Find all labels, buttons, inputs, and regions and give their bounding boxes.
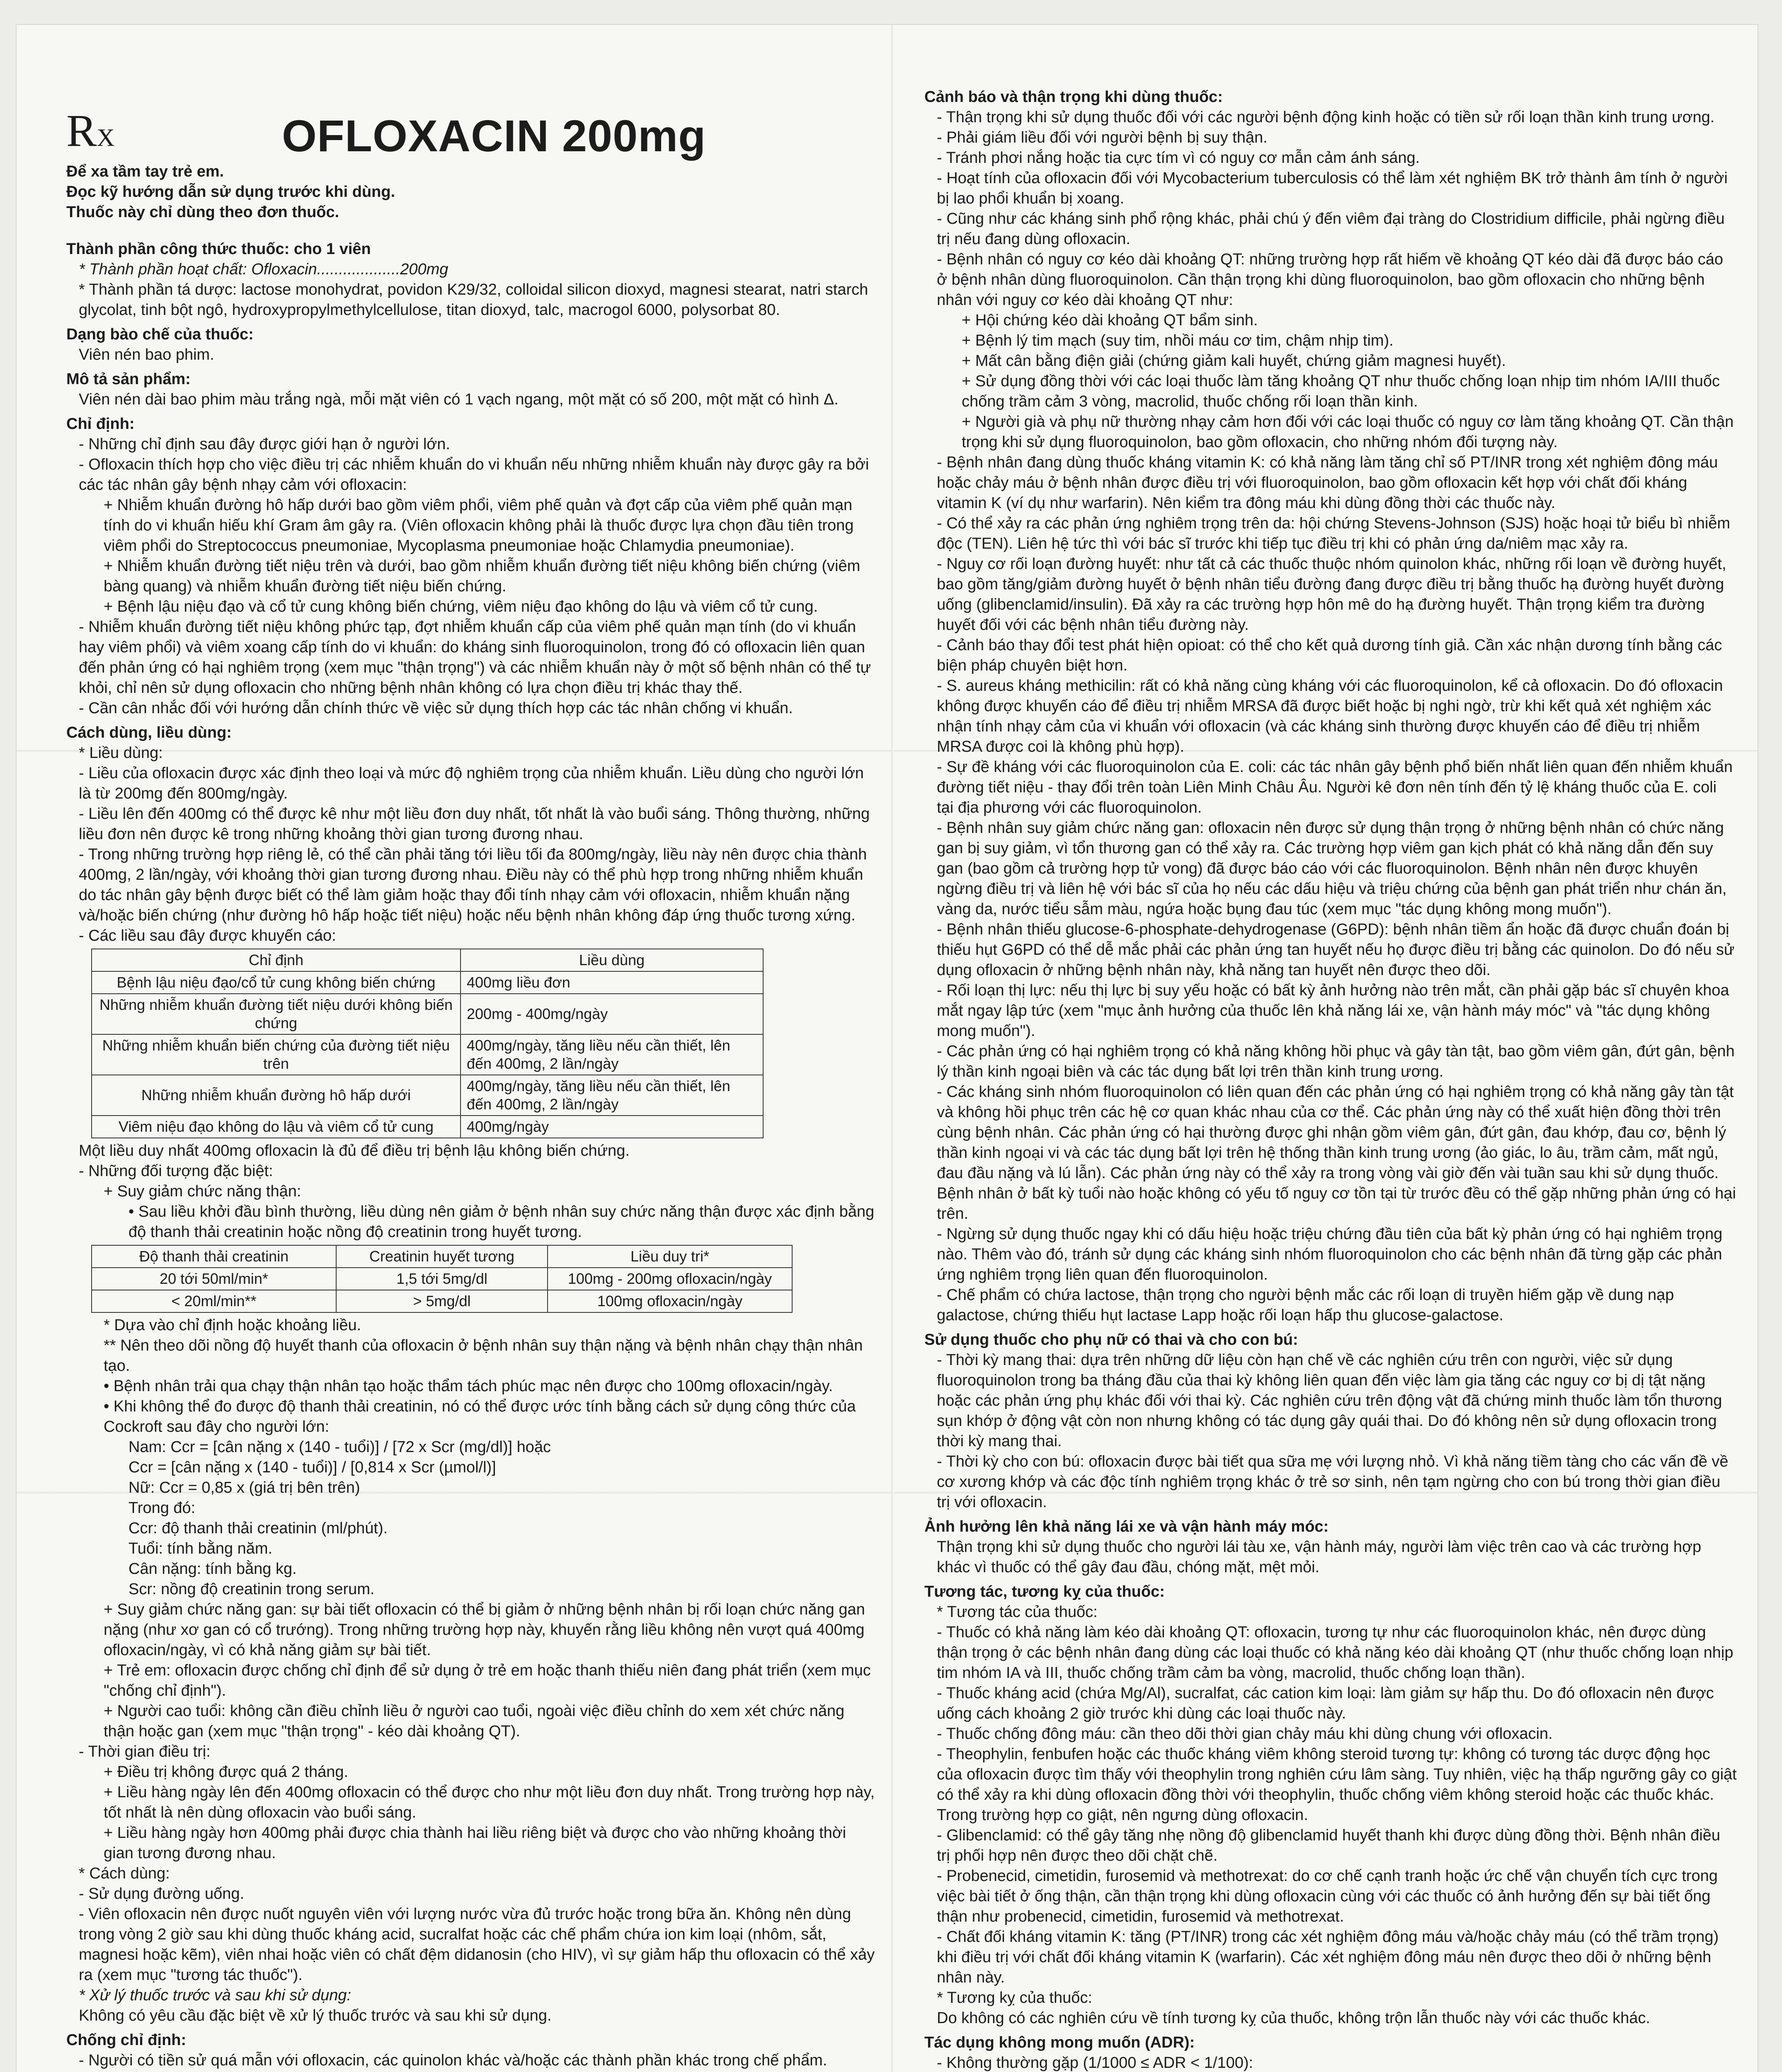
table-cell: > 5mg/dl: [336, 1290, 548, 1312]
formula-line: Nam: Ccr = [cân nặng x (140 - tuổi)] / [72 x Scr (mg/dl)] hoặc: [128, 1438, 551, 1456]
list-item: - Bệnh nhân có nguy cơ kéo dài khoảng QT: những trường hợp rất hiếm về khoảng QT kéo dài đã được báo cáo ở bệnh nhân dùng fluoroquinolon. Cần thận trọng khi dùng fluoroquinolon, bao gồm ofloxacin cho những bệnh nhân với nguy cơ kéo dài khoảng QT như:: [937, 251, 1723, 309]
table-row: [92, 1034, 763, 1075]
warning-line: Đọc kỹ hướng dẫn sử dụng trước khi dùng.: [66, 183, 395, 201]
rx-symbol: RX: [66, 105, 115, 156]
paragraph: * Thành phần tá dược: lactose monohydrat, povidon K29/32, colloidal silicon dioxyd, magnesi stearat, natri starch glycolat, tinh bột ngô, hydroxypropylmethylcellulose, titan dioxyd, talc, macrogol 6000, polysorbat 80.: [79, 281, 868, 319]
list-item: - Thận trọng khi sử dụng thuốc đối với các người bệnh động kinh hoặc có tiền sử rối loạn thần kinh trung ương.: [937, 109, 1715, 126]
list-item: Không có yêu cầu đặc biệt về xử lý thuốc trước và sau khi sử dụng.: [79, 2007, 552, 2024]
dosage-table: [91, 949, 764, 1138]
list-item: - Probenecid, cimetidin, furosemid và methotrexat: do cơ chế cạnh tranh hoặc ức chế vận chuyển tích cực trong việc bài tiết ở ống thận, cần thận trọng khi dùng ofloxacin cùng với các thuốc có ảnh hưởng đến sự bài tiết ống thận như probenecid, cimetidin, furosemid và methotrexat.: [937, 1867, 1718, 1925]
formula-line: Nữ: Ccr = 0,85 x (giá trị bên trên): [128, 1479, 360, 1496]
list-item: - Thời kỳ mang thai: dựa trên những dữ liệu còn hạn chế về các nghiên cứu trên con người, việc sử dụng fluoroquinolon trong ba tháng đầu của thai kỳ không liên quan đến việc làm gia tăng các nguy cơ bị dị tật nặng hoặc các phản ứng phụ khác đối với thai kỳ. Các nghiên cứu trên động vật đã chứng minh thuốc làm tổn thương sụn khớp ở động vật còn non nhưng không có tác dụng gây quái thai. Do đó không nên sử dụng ofloxacin trong thời kỳ mang thai.: [937, 1351, 1722, 1450]
table-row: [92, 1290, 792, 1312]
table-header: Liều dùng: [461, 949, 763, 971]
list-item: - Không thường gặp (1/1000 ≤ ADR < 1/100):: [937, 2054, 1253, 2072]
list-item: - Rối loạn thị lực: nếu thị lực bị suy yếu hoặc có bất kỳ ảnh hưởng nào trên mắt, cần phải gặp bác sĩ chuyên khoa mắt ngay lập tức (xem "mục ảnh hưởng của thuốc lên khả năng lái xe, vận hành máy móc" và "tác dụng không mong muốn").: [937, 982, 1729, 1040]
formula-line: Ccr: độ thanh thải creatinin (ml/phút).: [128, 1520, 388, 1537]
list-item: * Liều dùng:: [79, 744, 163, 762]
list-item: - Chất đối kháng vitamin K: tăng (PT/INR) trong các xét nghiệm đông máu và/hoặc chảy máu (có thể trầm trọng) khi điều trị với chất đối kháng vitamin K (warfarin). Các xét nghiệm đông máu nên được theo dõi ở những bệnh nhân này.: [937, 1928, 1719, 1986]
list-item: - Tránh phơi nắng hoặc tia cực tím vì có nguy cơ mẫn cảm ánh sáng.: [937, 149, 1420, 167]
paragraph: Thận trọng khi sử dụng thuốc cho người lái tàu xe, vận hành máy, người làm việc trên cao và các trường hợp khác vì thuốc có thể gây đau đầu, chóng mặt, mệt mỏi.: [937, 1538, 1702, 1576]
list-item: + Sử dụng đồng thời với các loại thuốc làm tăng khoảng QT như thuốc chống loạn nhịp tim nhóm IA/III thuốc chống trầm cảm 3 vòng, macrolid, thuốc chống rối loạn thần kinh.: [962, 373, 1720, 410]
list-item: + Suy giảm chức năng thận:: [104, 1183, 301, 1200]
table-row: [92, 1075, 763, 1116]
table-cell: 200mg - 400mg/ngày: [461, 994, 763, 1034]
list-item: - Hoạt tính của ofloxacin đối với Mycobacterium tuberculosis có thể làm xét nghiệm BK trở thành âm tính ở người bị lao phổi khuẩn bị xoang.: [937, 169, 1728, 207]
fold-line: [891, 25, 894, 2072]
section-pregnancy: Sử dụng thuốc cho phụ nữ có thai và cho con bú:: [924, 1331, 1298, 1348]
list-item: - Những chỉ định sau đây được giới hạn ở người lớn.: [79, 436, 450, 453]
warning-line: Thuốc này chỉ dùng theo đơn thuốc.: [66, 203, 339, 221]
list-item: - Chế phẩm có chứa lactose, thận trọng cho người bệnh mắc các rối loạn di truyền hiếm gặp về dung nạp galactose, chứng thiếu hụt lactase Lapp hoặc rối loạn hấp thu glucose-galactose.: [937, 1286, 1674, 1324]
list-item: - Ngừng sử dụng thuốc ngay khi có dấu hiệu hoặc triệu chứng đầu tiên của bất kỳ phản ứng có hại nghiêm trọng nào. Thêm vào đó, tránh sử dụng các kháng sinh nhóm fluoroquinolon cho các bệnh nhân đã từng gặp các phản ứng nghiêm trọng liên quan đến fluoroquinolon.: [937, 1225, 1723, 1283]
list-item: ** Nên theo dõi nồng độ huyết thanh của ofloxacin ở bệnh nhân suy thận nặng và bệnh nhân chạy thận nhân tạo.: [104, 1337, 863, 1375]
list-item: - Bệnh nhân thiếu glucose-6-phosphate-dehydrogenase (G6PD): bệnh nhân tiềm ẩn hoặc đã được chuẩn đoán bị thiếu hụt G6PD có thể dễ mắc phải các phản ứng tan huyết nếu họ được điều trị bằng các quinolon. Do đó nếu sử dụng ofloxacin ở những bệnh nhân này, khả năng tan huyết nên được theo dõi.: [937, 921, 1735, 979]
leaflet-sheet: [17, 25, 1758, 2072]
table-cell: Bệnh lậu niệu đạo/cổ tử cung không biến chứng: [92, 971, 461, 994]
list-item: Do không có các nghiên cứu về tính tương kỵ của thuốc, không trộn lẫn thuốc này với các thuốc khác.: [937, 2009, 1650, 2027]
list-item: - Các liều sau đây được khuyến cáo:: [79, 927, 336, 944]
list-item: + Người cao tuổi: không cần điều chỉnh liều ở người cao tuổi, ngoài việc điều chỉnh do xem xét chức năng thận hoặc gan (xem mục "thận trọng" - kéo dài khoảng QT).: [104, 1702, 845, 1740]
table-cell: < 20ml/min**: [92, 1290, 336, 1312]
section-contraindications: Chống chỉ định:: [66, 2031, 187, 2049]
list-item: - Nguy cơ rối loạn đường huyết: như tất cả các thuốc thuộc nhóm quinolon khác, những rối loạn về đường huyết, bao gồm tăng/giảm đường huyết ở bệnh nhân tiểu đường đang được điều trị bằng thuốc hạ đường huyết đường uống (glibenclamid/insulin). Đã xảy ra các trường hợp hôn mê do hạ đường huyết. Thận trọng kiểm tra đường huyết đối với các bệnh nhân tiểu đường này.: [937, 555, 1726, 634]
list-item: - Cảnh báo thay đổi test phát hiện opioat: có thể cho kết quả dương tính giả. Cần xác nhận dương tính bằng các biện pháp chuyên biệt hơn.: [937, 637, 1722, 674]
warning-line: Để xa tầm tay trẻ em.: [66, 163, 224, 180]
list-item: - Liều lên đến 400mg có thể được kê như một liều đơn duy nhất, tốt nhất là vào buổi sáng. Thông thường, những liều đơn nên được kê trong những khoảng thời gian tương đương nhau.: [79, 805, 870, 843]
formula-line: Trong đó:: [128, 1499, 196, 1517]
table-cell: 1,5 tới 5mg/dl: [336, 1268, 548, 1290]
table-row: [92, 1268, 792, 1290]
list-item: - S. aureus kháng methicilin: rất có khả năng cùng kháng với các fluoroquinolon, kể cả ofloxacin. Do đó ofloxacin không được khuyến cáo để điều trị nhiễm MRSA đã được biết hoặc bị nghi ngờ, trừ khi kết quả xét nghiệm xác nhận tính nhạy cảm của vi khuẩn với ofloxacin (và các kháng sinh thường được khuyến cáo để điều trị nhiễm MRSA được coi là không phù hợp).: [937, 677, 1723, 755]
list-item: + Liều hàng ngày hơn 400mg phải được chia thành hai liều riêng biệt và được cho vào những khoảng thời gian tương đương nhau.: [104, 1824, 846, 1862]
paragraph: * Thành phần hoạt chất: Ofloxacin...................200mg: [79, 261, 449, 278]
table-row: [92, 994, 763, 1034]
table-header-row: [92, 1245, 792, 1268]
list-item: - Sự đề kháng với các fluoroquinolon của E. coli: các tác nhân gây bệnh phổ biến nhất liên quan đến nhiễm khuẩn đường tiết niệu - thay đổi trên toàn Liên Minh Châu Âu. Người kê đơn nên tính đến tỷ lệ kháng thuốc của E. coli tại địa phương với các fluoroquinolon.: [937, 758, 1733, 816]
list-item: • Khi không thể đo được độ thanh thải creatinin, nó có thể được ước tính bằng cách sử dụng công thức của Cockroft sau đây cho người lớn:: [104, 1398, 856, 1435]
list-item: + Bệnh lậu niệu đạo và cổ tử cung không biến chứng, viêm niệu đạo không do lậu và viêm cổ tử cung.: [104, 598, 818, 615]
left-column: [66, 162, 879, 2072]
table-header: Độ thanh thải creatinin: [92, 1245, 336, 1268]
list-item: - Thuốc kháng acid (chứa Mg/Al), sucralfat, các cation kim loại: làm giảm sự hấp thu. Do đó ofloxacin nên được uống cách khoảng 2 giờ trước khi dùng các loại thuốc này.: [937, 1685, 1714, 1722]
list-item: * Xử lý thuốc trước và sau khi sử dụng:: [79, 1987, 352, 2004]
list-item: + Mất cân bằng điện giải (chứng giảm kali huyết, chứng giảm magnesi huyết).: [962, 352, 1506, 370]
list-item: + Người già và phụ nữ thường nhạy cảm hơn đối với các loại thuốc có nguy cơ làm tăng khoảng QT. Cần thận trọng khi sử dụng fluoroquinolon, bao gồm ofloxacin, cho những nhóm đối tượng này.: [962, 413, 1734, 451]
section-driving: Ảnh hưởng lên khả năng lái xe và vận hành máy móc:: [924, 1518, 1329, 1535]
table-cell: Viêm niệu đạo không do lậu và viêm cổ tử cung: [92, 1116, 461, 1138]
table-header: Creatinin huyết tương: [336, 1245, 548, 1268]
list-item: * Tương kỵ của thuốc:: [937, 1989, 1092, 2007]
list-item: - Những đối tượng đặc biệt:: [79, 1162, 273, 1180]
list-item: - Thuốc có khả năng làm kéo dài khoảng QT: ofloxacin, tương tự như các fluoroquinolon khác, nên được dùng thận trọng ở các bệnh nhân đang dùng các loại thuốc có khả năng kéo dài khoảng QT (như thuốc chống loạn nhịp tim nhóm IA và III, thuốc chống trầm cảm ba vòng, macrolid, thuốc chống loạn thần).: [937, 1624, 1734, 1682]
list-item: + Bệnh lý tim mạch (suy tim, nhồi máu cơ tim, chậm nhịp tim).: [962, 332, 1394, 349]
list-item: • Bệnh nhân trải qua chạy thận nhân tạo hoặc thẩm tách phúc mạc nên được cho 100mg ofloxacin/ngày.: [104, 1377, 833, 1395]
formula-line: Cân nặng: tính bằng kg.: [128, 1560, 297, 1578]
list-item: - Liều của ofloxacin được xác định theo loại và mức độ nghiêm trọng của nhiễm khuẩn. Liều dùng cho người lớn là từ 200mg đến 800mg/ngày.: [79, 765, 864, 802]
list-item: - Thuốc chống đông máu: cần theo dõi thời gian chảy máu khi dùng chung với ofloxacin.: [937, 1725, 1553, 1743]
formula-line: Tuổi: tính bằng năm.: [128, 1540, 273, 1557]
list-item: + Điều trị không được quá 2 tháng.: [104, 1763, 349, 1781]
list-item: * Cách dùng:: [79, 1865, 170, 1882]
renal-dosage-table: [91, 1245, 793, 1313]
list-item: + Liều hàng ngày lên đến 400mg ofloxacin có thể được cho như một liều đơn duy nhất. Trong trường hợp này, tốt nhất là nên dùng ofloxacin vào buổi sáng.: [104, 1784, 875, 1821]
table-header: Liều duy tri*: [548, 1245, 792, 1268]
list-item: + Hội chứng kéo dài khoảng QT bẩm sinh.: [962, 312, 1258, 329]
section-adverse-reactions: Tác dụng không mong muốn (ADR):: [924, 2034, 1195, 2051]
list-item: - Cũng như các kháng sinh phổ rộng khác, phải chú ý đến viêm đại tràng do Clostridium difficile, phải ngừng điều trị nếu đang dùng ofloxacin.: [937, 210, 1725, 248]
list-item: + Trẻ em: ofloxacin được chống chỉ định để sử dụng ở trẻ em hoặc thanh thiếu niên đang phát triển (xem mục "chống chỉ định").: [104, 1662, 871, 1699]
list-item: • Sau liều khởi đầu bình thường, liều dùng nên giảm ở bệnh nhân suy chức năng thận được xác định bằng độ thanh thải creatinin hoặc nồng độ creatinin trong huyết tương.: [128, 1203, 875, 1241]
list-item: - Viên ofloxacin nên được nuốt nguyên viên với lượng nước vừa đủ trước hoặc trong bữa ăn. Không nên dùng trong vòng 2 giờ sau khi dùng thuốc kháng acid, sucralfat hoặc các chế phẩm chứa ion kim loại (nhôm, sắt, magnesi hoặc kẽm), viên nhai hoặc viên có chất đệm didanosin (cho HIV), vì sự giảm hấp thu ofloxacin có thể xảy ra (xem mục "tương tác thuốc").: [79, 1905, 875, 1984]
list-item: - Nhiễm khuẩn đường tiết niệu không phức tạp, đợt nhiễm khuẩn cấp của viêm phế quản mạn tính (do vi khuẩn hay viêm phổi) và viêm xoang cấp tính do vi khuẩn: do kháng sinh fluoroquinolon, trong đó có ofloxacin liên quan đến phản ứng có hại nghiêm trọng (xem mục "thận trọng") và các nhiễm khuẩn này ở một số bệnh nhân có thể tự khỏi, chỉ nên sử dụng ofloxacin cho những bệnh nhân không có lựa chọn điều trị khác thay thế.: [79, 618, 871, 697]
product-title: OFLOXACIN 200mg: [282, 111, 706, 161]
section-dosage-form: Dạng bào chế của thuốc:: [66, 326, 254, 343]
list-item: - Người có tiền sử quá mẫn với ofloxacin, các quinolon khác và/hoặc các thành phần khác trong chế phẩm.: [79, 2052, 827, 2069]
table-header-row: [92, 949, 763, 971]
section-precautions: Cảnh báo và thận trọng khi dùng thuốc:: [924, 88, 1223, 106]
list-item: - Theophylin, fenbufen hoặc các thuốc kháng viêm không steroid tương tự: không có tương tác dược động học của ofloxacin được tìm thấy với theophylin trong nghiên cứu lâm sàng. Tuy nhiên, việc hạ thấp ngưỡng gây co giật có thể xảy ra khi dùng ofloxacin đồng thời với theophylin, thuốc chống viêm không steroid hoặc các thuốc khác. Trong trường hợp co giật, nên ngưng dùng ofloxacin.: [937, 1745, 1737, 1824]
section-composition: Thành phần công thức thuốc: cho 1 viên: [66, 240, 371, 258]
table-cell: Những nhiễm khuẩn đường tiết niệu dưới không biến chứng: [92, 994, 461, 1034]
paragraph: Viên nén bao phim.: [79, 346, 214, 363]
table-cell: 400mg/ngày, tăng liều nếu cần thiết, lên đến 400mg, 2 lần/ngày: [461, 1075, 763, 1116]
table-cell: Những nhiễm khuẩn biến chứng của đường tiết niệu trên: [92, 1034, 461, 1075]
formula-line: Ccr = [cân nặng x (140 - tuổi)] / [0,814 x Scr (µmol/l)]: [128, 1459, 496, 1476]
list-item: - Sử dụng đường uống.: [79, 1885, 245, 1903]
list-item: - Thời gian điều trị:: [79, 1743, 211, 1760]
list-item: - Các phản ứng có hại nghiêm trọng có khả năng không hồi phục và gây tàn tật, bao gồm viêm gân, đứt gân, bệnh lý thần kinh ngoại biên và các tác dụng bất lợi trên thần kinh trung ương.: [937, 1043, 1735, 1080]
list-item: - Bệnh nhân đang dùng thuốc kháng vitamin K: có khả năng làm tăng chỉ số PT/INR trong xét nghiệm đông máu hoặc chảy máu ở bệnh nhân được điều trị với fluoroquinolon, bao gồm ofloxacin kết hợp với chất đối kháng vitamin K (ví dụ như warfarin). Nên kiểm tra đông máu khi dùng đồng thời các thuốc này.: [937, 454, 1718, 512]
table-cell: 400mg/ngày: [461, 1116, 763, 1138]
table-header: Chỉ định: [92, 949, 461, 971]
list-item: - Glibenclamid: có thể gây tăng nhẹ nồng độ glibenclamid huyết thanh khi được dùng đồng thời. Bệnh nhân điều trị phối hợp nên được theo dõi chặt chẽ.: [937, 1827, 1720, 1864]
paragraph: Viên nén dài bao phim màu trắng ngà, mỗi mặt viên có 1 vạch ngang, một mặt có số 200, một mặt có hình Δ.: [79, 391, 839, 408]
formula-line: Scr: nồng độ creatinin trong serum.: [128, 1581, 375, 1598]
list-item: - Các kháng sinh nhóm fluoroquinolon có liên quan đến các phản ứng có hại nghiêm trọng có khả năng gây tàn tật và không hồi phục trên các hệ cơ quan khác nhau của cơ thể. Các phản ứng này có thể xuất hiện đồng thời trên cùng bệnh nhân. Các phản ứng có hại thường được ghi nhận gồm viêm gân, đứt gân, đau khớp, đau cơ, bệnh lý thần kinh ngoại vi và các tác dụng bất lợi trên hệ thống thần kinh trung ương (ảo giác, lo âu, trầm cảm, mất ngủ, đau đầu nặng và lú lẫn). Các phản ứng này có thể xảy ra trong vòng vài giờ đến vài tuần sau khi sử dụng thuốc. Bệnh nhân ở bất kỳ tuổi nào hoặc không có yếu tố nguy cơ tồn tại từ trước đều có thể gặp những phản ứng có hại trên.: [937, 1083, 1736, 1222]
list-item: - Cần cân nhắc đối với hướng dẫn chính thức về việc sử dụng thích hợp các tác nhân chống vi khuẩn.: [79, 700, 793, 717]
table-row: [92, 1116, 763, 1138]
list-item: - Ofloxacin thích hợp cho việc điều trị các nhiễm khuẩn do vi khuẩn nếu những nhiễm khuẩn này được gây ra bởi các tác nhân gây bệnh nhạy cảm với ofloxacin:: [79, 456, 869, 494]
table-cell: 400mg/ngày, tăng liều nếu cần thiết, lên đến 400mg, 2 lần/ngày: [461, 1034, 763, 1075]
list-item: + Nhiễm khuẩn đường tiết niệu trên và dưới, bao gồm nhiễm khuẩn đường tiết niệu không biến chứng (viêm bàng quang) và nhiễm khuẩn đường tiết niệu biến chứng.: [104, 557, 861, 595]
section-interactions: Tương tác, tương kỵ của thuốc:: [924, 1583, 1165, 1600]
table-cell: 100mg - 200mg ofloxacin/ngày: [548, 1268, 792, 1290]
section-description: Mô tả sản phẩm:: [66, 370, 191, 388]
list-item: - Thời kỳ cho con bú: ofloxacin được bài tiết qua sữa mẹ với lượng nhỏ. Vì khả năng tiềm tàng cho các vấn đề về cơ xương khớp và các độc tính nghiêm trọng khác ở trẻ sơ sinh, nên tạm ngừng cho con bú trong thời gian điều trị với ofloxacin.: [937, 1453, 1729, 1511]
list-item: - Phải giám liều đối với người bệnh bị suy thận.: [937, 129, 1268, 146]
section-indications: Chỉ định:: [66, 415, 135, 433]
list-item: - Bệnh nhân suy giảm chức năng gan: ofloxacin nên được sử dụng thận trọng ở những bệnh nhân có chức năng gan bị suy giảm, vì tổn thương gan có thể xảy ra. Các trường hợp viêm gan kịch phát có khả năng dẫn đến suy gan (bao gồm cả trường hợp tử vong) đã được báo cáo với các fluoroquinolon. Bệnh nhân nên được khuyên ngừng điều trị và liên hệ với bác sĩ của họ nếu các dấu hiệu và triệu chứng của bệnh gan phát triển như chán ăn, vàng da, nước tiểu sẫm màu, ngứa hoặc bụng đau túc (xem mục "tác dụng không mong muốn").: [937, 819, 1727, 918]
table-cell: 20 tới 50ml/min*: [92, 1268, 336, 1290]
table-row: [92, 971, 763, 994]
table-cell: 100mg ofloxacin/ngày: [548, 1290, 792, 1312]
list-item: Một liều duy nhất 400mg ofloxacin là đủ để điều trị bệnh lậu không biến chứng.: [79, 1142, 630, 1159]
list-item: - Có thể xảy ra các phản ứng nghiêm trọng trên da: hội chứng Stevens-Johnson (SJS) hoặc hoại tử biểu bì nhiễm độc (TEN). Liên hệ tức thì với bác sĩ trước khi tiếp tục điều trị khi có phản ứng da/niêm mạc xảy ra.: [937, 515, 1731, 552]
table-cell: Những nhiễm khuẩn đường hô hấp dưới: [92, 1075, 461, 1116]
right-column: [924, 87, 1737, 2072]
list-item: * Tương tác của thuốc:: [937, 1603, 1098, 1621]
section-dosage: Cách dùng, liều dùng:: [66, 724, 232, 741]
list-item: - Trong những trường hợp riêng lẻ, có thể cần phải tăng tới liều tối đa 800mg/ngày, liều này nên được chia thành 400mg, 2 lần/ngày, với khoảng thời gian tương đương nhau. Điều này có thể phù hợp trong những nhiễm khuẩn do tác nhân gây bệnh được biết có thể làm giảm hoặc thay đổi tính nhạy cảm với ofloxacin, nhiễm khuẩn nặng và/hoặc biến chứng (như đường hô hấp hoặc tiết niệu) hoặc nếu bệnh nhân không đáp ứng thuốc tương xứng.: [79, 846, 867, 924]
list-item: * Dựa vào chỉ định hoặc khoảng liều.: [104, 1317, 361, 1334]
list-item: + Nhiễm khuẩn đường hô hấp dưới bao gồm viêm phổi, viêm phế quản và đợt cấp của viêm phế quản mạn tính do vi khuẩn hiếu khí Gram âm gây ra. (Viên ofloxacin không phải là thuốc được lựa chọn đầu tiên trong viêm phổi do Streptococcus pneumoniae, Mycoplasma pneumoniae hoặc Chlamydia pneumoniae).: [104, 496, 854, 554]
list-item: + Suy giảm chức năng gan: sự bài tiết ofloxacin có thể bị giảm ở những bệnh nhân bị rối loạn chức năng gan nặng (như xơ gan có cổ trướng). Trong những trường hợp này, khuyến rằng liều không nên vượt quá 400mg ofloxacin/ngày, vì có khả năng giảm sự bài tiết.: [104, 1601, 865, 1659]
table-cell: 400mg liều đơn: [461, 971, 763, 994]
